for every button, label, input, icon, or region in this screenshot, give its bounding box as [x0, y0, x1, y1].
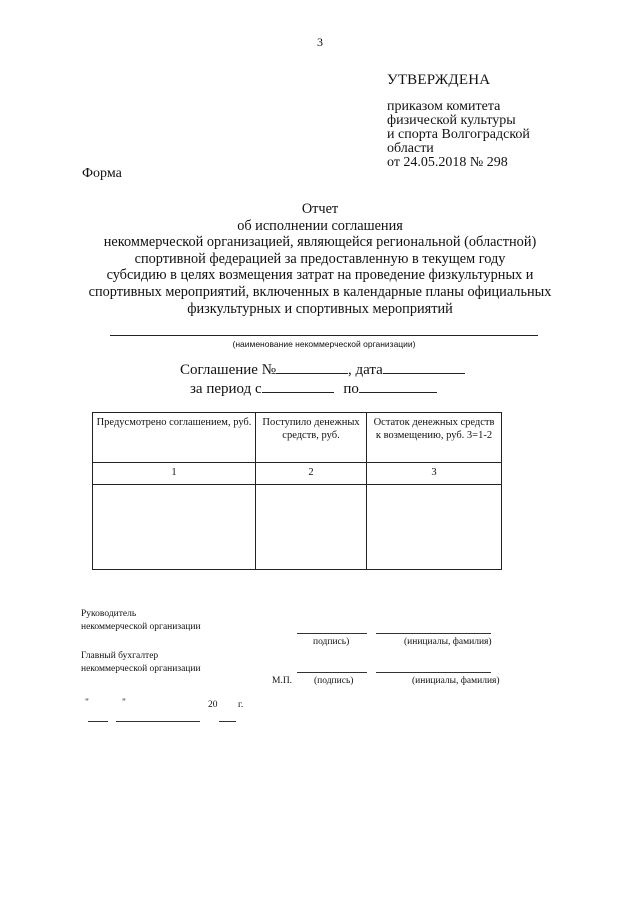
header-cell-received: Поступило денежных средств, руб. [256, 413, 367, 463]
header-cell-planned: Предусмотрено соглашением, руб. [93, 413, 256, 463]
table-cell-received[interactable] [256, 485, 367, 570]
column-number: 1 [93, 463, 256, 485]
header-cell-remaining: Остаток денежных средств к возмещению, руб. 3=1-2 [367, 413, 502, 463]
accountant-label-line: Главный бухгалтер [81, 651, 159, 661]
approval-block [387, 100, 530, 170]
agreement-number-field[interactable] [276, 373, 348, 374]
report-table [92, 412, 502, 570]
title-line: некоммерческой организацией, являющейся региональной (областной) [103, 234, 537, 251]
period-to-label: по [343, 381, 359, 397]
table-row [93, 485, 502, 570]
page-number: 3 [317, 35, 323, 49]
table-number-row [93, 463, 502, 485]
accountant-label-line: некоммерческой организации [81, 664, 201, 674]
approval-heading: УТВЕРЖДЕНА [387, 72, 491, 88]
column-number: 2 [256, 463, 367, 485]
report-title [60, 201, 580, 317]
head-name-field[interactable] [376, 633, 491, 634]
period-from-label: за период с [190, 381, 262, 397]
title-line: субсидию в целях возмещения затрат на проведение физкультурных и [106, 267, 534, 284]
accountant-signature-caption: (подпись) [314, 676, 354, 686]
period-line [190, 381, 437, 398]
title-line: физкультурных и спортивных мероприятий [187, 300, 453, 317]
table-header-row [93, 413, 502, 463]
accountant-label [81, 650, 201, 676]
table-cell-remaining[interactable] [367, 485, 502, 570]
head-signature-caption: подпись) [313, 637, 350, 647]
approval-line: приказом комитета [387, 99, 501, 114]
day-field[interactable] [88, 721, 108, 722]
title-line: Отчет [301, 201, 339, 217]
org-name-field[interactable] [110, 335, 538, 336]
agreement-date-label: , дата [348, 362, 383, 378]
stamp-label: М.П. [272, 676, 293, 686]
agreement-line [180, 362, 465, 379]
column-number: 3 [367, 463, 502, 485]
period-from-field[interactable] [262, 392, 334, 393]
approval-line: от 24.05.2018 № 298 [387, 155, 508, 170]
head-label-line: Руководитель [81, 609, 137, 619]
head-label-line: некоммерческой организации [81, 622, 201, 632]
title-line: спортивных мероприятий, включенных в календарные планы официальных [88, 283, 552, 300]
accountant-signature-field[interactable] [297, 672, 367, 673]
date-open-quote: " [85, 698, 89, 708]
year-field[interactable] [219, 721, 236, 722]
head-signature-field[interactable] [297, 633, 367, 634]
head-label [81, 608, 201, 634]
date-close-quote: " [122, 698, 126, 708]
period-to-field[interactable] [359, 392, 437, 393]
month-field[interactable] [116, 721, 200, 722]
table-cell-planned[interactable] [93, 485, 256, 570]
approval-line: физической культуры [387, 113, 516, 128]
head-name-caption: (инициалы, фамилия) [404, 637, 492, 647]
approval-line: и спорта Волгоградской [387, 127, 530, 142]
title-line: об исполнении соглашения [237, 217, 403, 234]
year-prefix: 20 [208, 700, 218, 710]
agreement-label: Соглашение № [180, 362, 277, 378]
title-line: спортивной федерацией за предоставленную в текущем году [134, 250, 506, 267]
approval-line: области [387, 141, 434, 156]
year-suffix: г. [238, 700, 244, 710]
accountant-name-caption: (инициалы, фамилия) [412, 676, 500, 686]
form-label: Форма [82, 166, 122, 181]
org-name-caption: (наименование некоммерческой организации) [232, 339, 416, 349]
agreement-date-field[interactable] [383, 373, 465, 374]
accountant-name-field[interactable] [376, 672, 491, 673]
